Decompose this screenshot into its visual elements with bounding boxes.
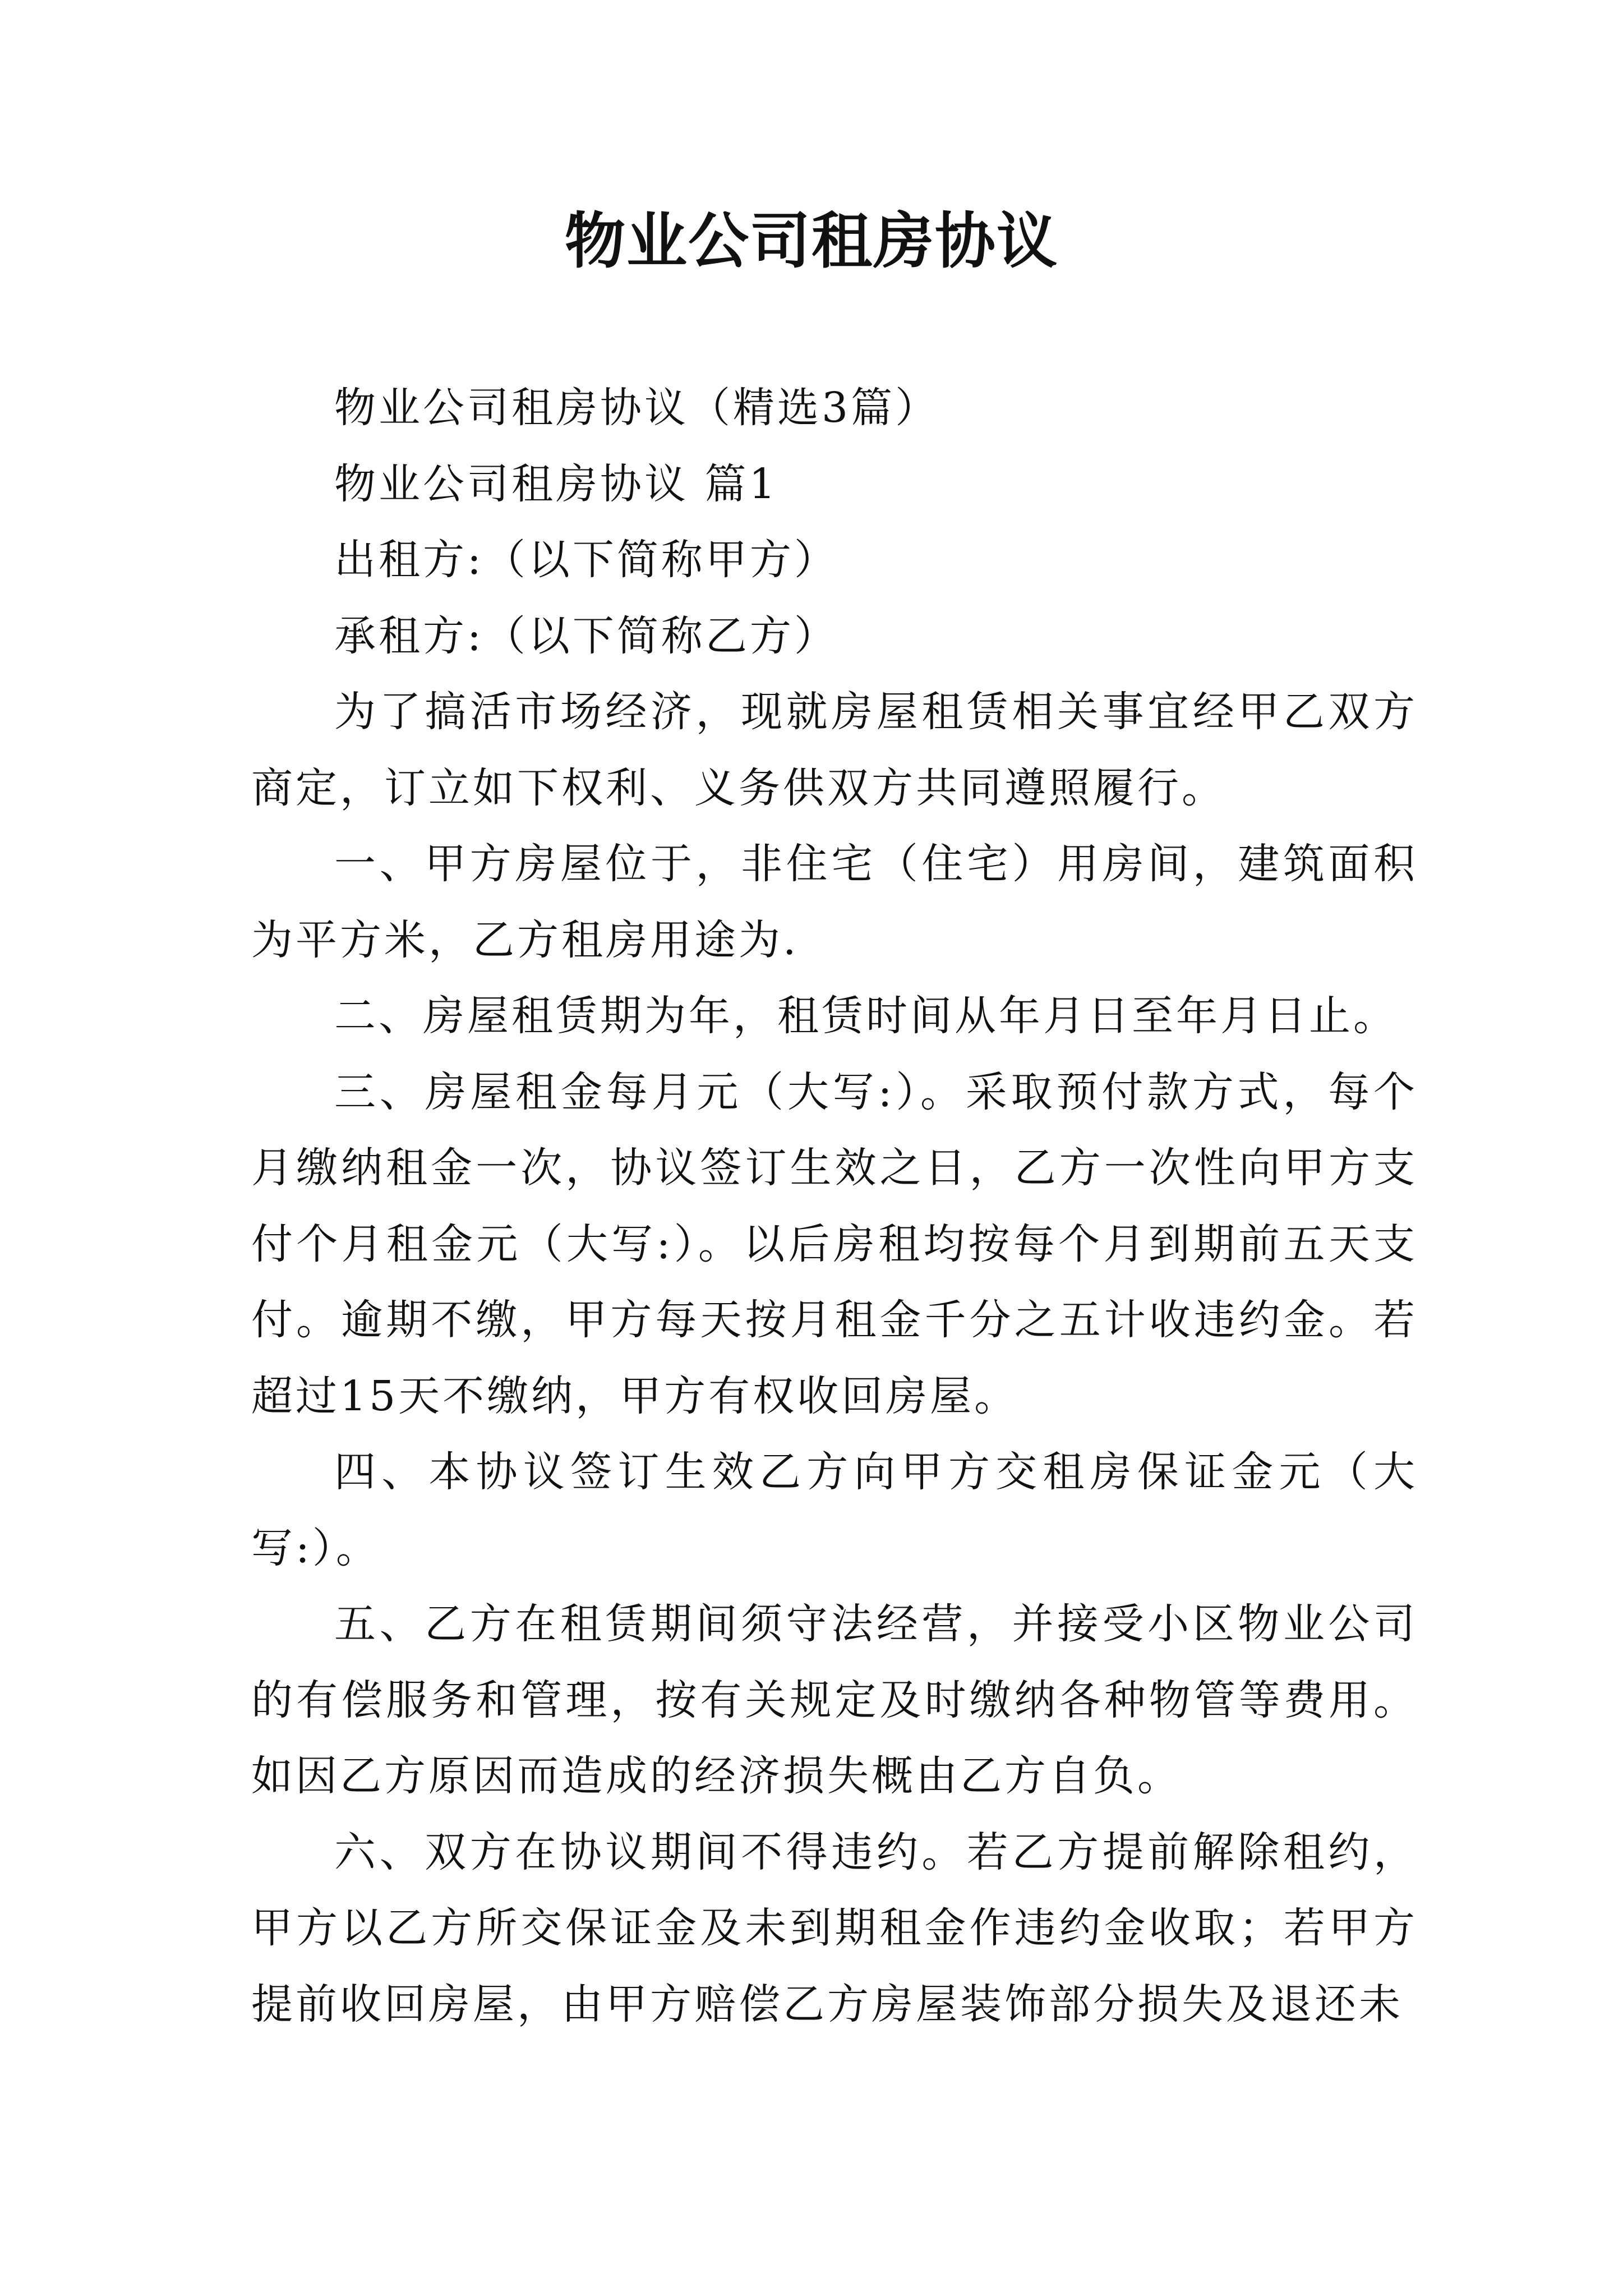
document-title: 物业公司租房协议	[564, 206, 1058, 277]
paragraph-clause-3: 三、房屋租金每月元（大写:）。采取预付款方式，每个月缴纳租金一次，协议签订生效之日，乙方一次性向甲方支付个月租金元（大写:）。以后房租均按每个月到期前五天支付。逾期不缴，甲方每天按月租金千分之五计收违约金。若超过15天不缴纳，甲方有权收回房屋。	[251, 1068, 1418, 1420]
document-body	[251, 370, 1418, 2042]
paragraph-clause-6: 六、双方在协议期间不得违约。若乙方提前解除租约，甲方以乙方所交保证金及未到期租金作违约金收取；若甲方提前收回房屋，由甲方赔偿乙方房屋装饰部分损失及退还未	[251, 1828, 1418, 2028]
paragraph-clause-4: 四、本协议签订生效乙方向甲方交租房保证金元（大写:）。	[251, 1448, 1418, 1572]
paragraph-clause-2: 二、房屋租赁期为年，租赁时间从年月日至年月日止。	[334, 992, 1398, 1040]
paragraph-subtitle: 物业公司租房协议（精选3篇）	[334, 384, 940, 432]
paragraph-preamble: 为了搞活市场经济，现就房屋租赁相关事宜经甲乙双方商定，订立如下权利、义务供双方共同遵照履行。	[251, 688, 1418, 812]
paragraph-clause-1: 一、甲方房屋位于，非住宅（住宅）用房间，建筑面积为平方米，乙方租房用途为.	[251, 840, 1418, 964]
paragraph-clause-5: 五、乙方在租赁期间须守法经营，并接受小区物业公司的有偿服务和管理，按有关规定及时缴纳各种物管等费用。如因乙方原因而造成的经济损失概由乙方自负。	[251, 1600, 1418, 1800]
paragraph-section-heading: 物业公司租房协议 篇1	[334, 459, 778, 508]
paragraph-lessee: 承租方:（以下简称乙方）	[334, 611, 838, 660]
paragraph-lessor: 出租方:（以下简称甲方）	[334, 536, 838, 584]
